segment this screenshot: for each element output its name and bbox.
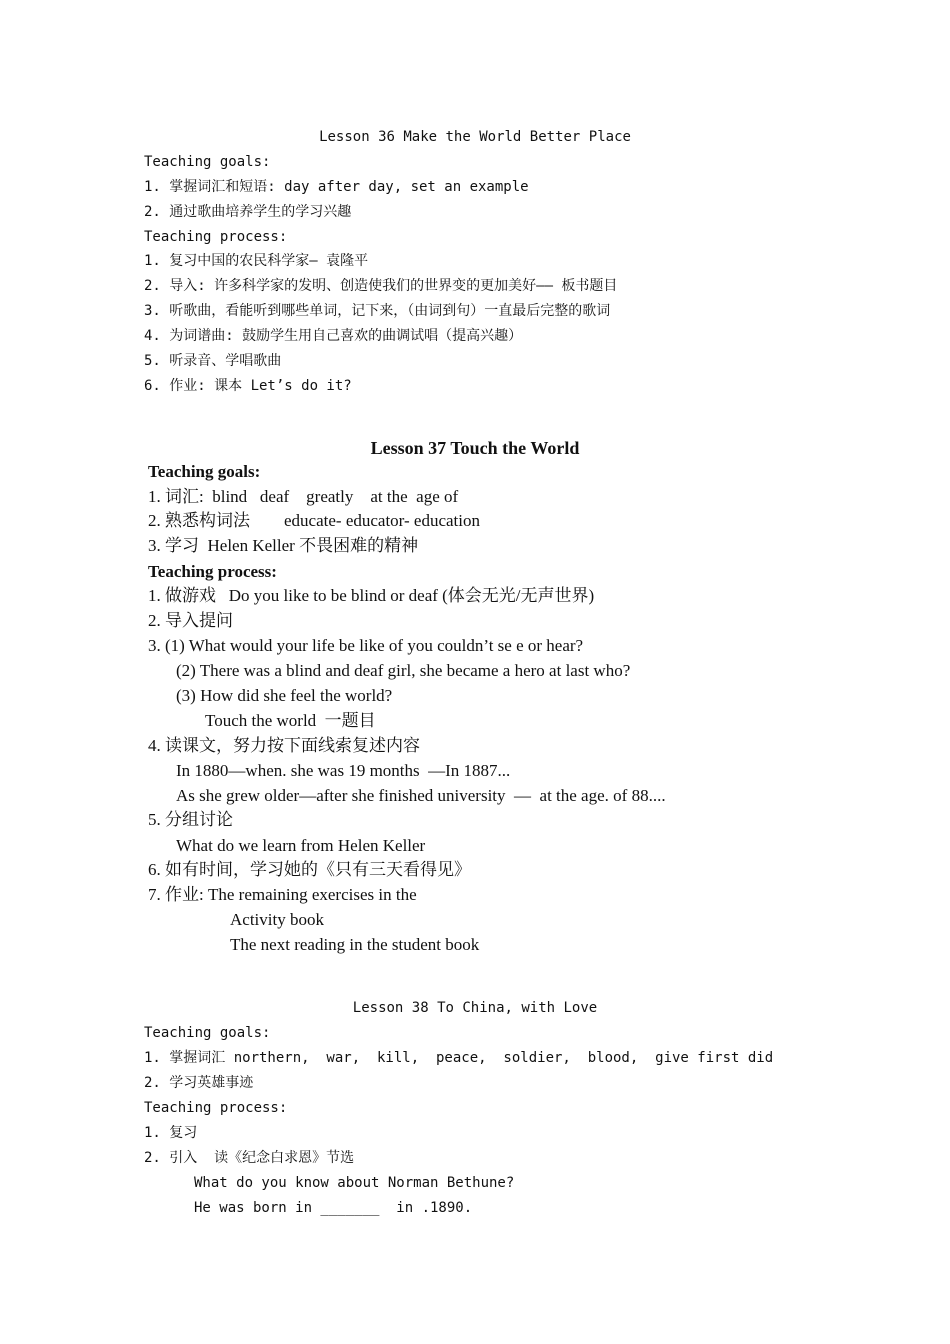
lesson37-process-3a: 3. (1) What would your life be like of you couldn’t se e or hear? <box>148 636 584 655</box>
lesson38-process-1: 1. 复习 <box>144 1125 198 1141</box>
lesson36-goals-heading: Teaching goals: <box>144 154 271 170</box>
lesson37-process-7b: The next reading in the student book <box>230 935 480 954</box>
lesson37-process-heading: Teaching process: <box>148 562 277 581</box>
lesson36-goal-1: 1. 掌握词汇和短语: day after day, set an example <box>144 179 529 195</box>
lesson37-process-4b: As she grew older—after she finished university — at the age. of 88.... <box>176 786 666 805</box>
lesson36-process-heading: Teaching process: <box>144 229 288 245</box>
lesson37-process-3c: (3) How did she feel the world? <box>176 686 393 705</box>
lesson38-goals-heading: Teaching goals: <box>144 1025 271 1041</box>
lesson37-title: Lesson 37 Touch the World <box>370 438 580 458</box>
lesson36-process-3: 3. 听歌曲，看能听到哪些单词，记下来，（由词到句）一直最后完整的歌词 <box>144 303 611 319</box>
lesson37-process-2: 2. 导入提问 <box>148 611 233 630</box>
lesson38-process-2a: What do you know about Norman Bethune? <box>194 1175 515 1191</box>
lesson36-process-4: 4. 为词谱曲: 鼓励学生用自己喜欢的曲调试唱（提高兴趣） <box>144 328 523 344</box>
lesson38-process-heading: Teaching process: <box>144 1100 288 1116</box>
lesson38-title: Lesson 38 To China, with Love <box>352 1000 598 1016</box>
lesson37-process-4: 4. 读课文，努力按下面线索复述内容 <box>148 736 420 755</box>
lesson38-goal-2: 2. 学习英雄事迹 <box>144 1075 254 1091</box>
lesson37-process-3b: (2) There was a blind and deaf girl, she became a hero at last who? <box>176 661 631 680</box>
lesson37-process-1: 1. 做游戏 Do you like to be blind or deaf (体会无光/无声世界) <box>148 586 595 605</box>
lesson37-goals-heading: Teaching goals: <box>148 462 261 481</box>
lesson37-goal-2: 2. 熟悉构词法 educate- educator- education <box>148 511 480 530</box>
lesson36-process-1: 1. 复习中国的农民科学家— 袁隆平 <box>144 253 369 269</box>
lesson38-process-2b: He was born in _______ in .1890. <box>194 1200 473 1216</box>
lesson38-process-2: 2. 引入 读《纪念白求恩》节选 <box>144 1150 355 1166</box>
lesson37-process-7a: Activity book <box>230 910 324 929</box>
lesson36-goal-2: 2. 通过歌曲培养学生的学习兴趣 <box>144 204 352 220</box>
lesson36-process-2: 2. 导入: 许多科学家的发明、创造使我们的世界变的更加美好—— 板书题目 <box>144 278 618 294</box>
lesson37-process-6: 6. 如有时间，学习她的《只有三天看得见》 <box>148 860 471 879</box>
lesson36-process-6: 6. 作业: 课本 Let’s do it? <box>144 378 352 394</box>
lesson37-process-7: 7. 作业: The remaining exercises in the <box>148 885 417 904</box>
lesson37-goal-3: 3. 学习 Helen Keller 不畏困难的精神 <box>148 536 419 555</box>
lesson36-process-5: 5. 听录音、学唱歌曲 <box>144 353 282 369</box>
lesson37-goal-1: 1. 词汇: blind deaf greatly at the age of <box>148 487 459 506</box>
lesson38-goal-1: 1. 掌握词汇 northern, war, kill, peace, soldier, blood, give first did <box>144 1050 774 1066</box>
lesson37-process-4a: In 1880—when. she was 19 months —In 1887... <box>176 761 511 780</box>
lesson36-title: Lesson 36 Make the World Better Place <box>319 129 631 145</box>
lesson37-process-3d: Touch the world 一题目 <box>205 711 376 730</box>
lesson37-process-5: 5. 分组讨论 <box>148 810 233 829</box>
lesson37-process-5a: What do we learn from Helen Keller <box>176 836 426 855</box>
